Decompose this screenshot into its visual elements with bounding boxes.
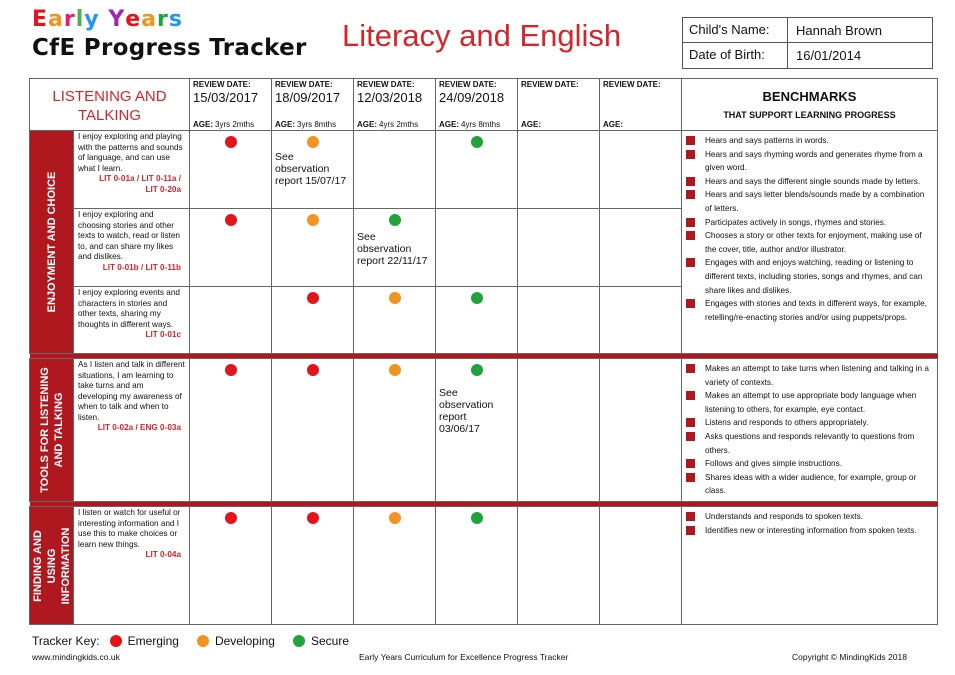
review-col-3[interactable]: REVIEW DATE: 12/03/2018 AGE: 4yrs 2mths xyxy=(354,79,436,131)
benchmarks-list xyxy=(682,131,938,354)
outcome-statement: I enjoy exploring events and characters in stories and other texts, sharing my thoughts in different ways. LIT 0-01c xyxy=(74,287,190,354)
table-row xyxy=(30,359,938,502)
outcome-code: LIT 0-04a xyxy=(145,550,181,559)
tracker-key xyxy=(32,634,367,648)
list-item: Hears and says letter blends/sounds made by a combination of letters. xyxy=(686,188,933,215)
review-cell[interactable] xyxy=(600,287,682,354)
emerging-dot-icon xyxy=(225,364,237,376)
section-label: ENJOYMENT AND CHOICE xyxy=(30,131,74,354)
bullet-square-icon xyxy=(686,526,695,535)
section-label: FINDING AND USING INFORMATION xyxy=(30,507,74,625)
review-date: 24/09/2018 xyxy=(439,90,505,105)
review-age: 4yrs 2mths xyxy=(379,120,419,129)
list-item: Shares ideas with a wider audience, for example, group or class. xyxy=(686,471,933,498)
developing-dot-icon xyxy=(389,292,401,304)
review-col-1[interactable]: REVIEW DATE: 15/03/2017 AGE: 3yrs 2mths xyxy=(190,79,272,131)
list-item: Participates actively in songs, rhymes and stories. xyxy=(686,216,933,230)
review-cell[interactable] xyxy=(436,507,518,625)
bullet-square-icon xyxy=(686,150,695,159)
review-cell[interactable] xyxy=(600,359,682,502)
emerging-dot-icon xyxy=(307,512,319,524)
review-cell[interactable] xyxy=(354,287,436,354)
review-cell[interactable] xyxy=(272,507,354,625)
list-item: Follows and gives simple instructions. xyxy=(686,457,933,471)
secure-dot-icon xyxy=(293,635,305,647)
review-cell[interactable] xyxy=(272,209,354,287)
list-item: Makes an attempt to take turns when listening and talking in a variety of contexts. xyxy=(686,362,933,389)
list-item: Understands and responds to spoken texts. xyxy=(686,510,933,524)
outcome-code: LIT 0-01c xyxy=(145,330,181,339)
review-age: 3yrs 8mths xyxy=(297,120,337,129)
dob-label: Date of Birth: xyxy=(683,43,788,68)
review-cell[interactable] xyxy=(354,209,436,287)
secure-dot-icon xyxy=(471,292,483,304)
logo-letter: r xyxy=(63,7,76,32)
outcome-code: LIT 0-02a / ENG 0-03a xyxy=(97,423,181,432)
section-label: TOOLS FOR LISTENING AND TALKING xyxy=(30,359,74,502)
bullet-square-icon xyxy=(686,218,695,227)
logo-letter: y xyxy=(84,7,100,32)
section-title: LISTENING AND TALKING xyxy=(30,79,190,131)
bullet-square-icon xyxy=(686,512,695,521)
logo xyxy=(32,8,322,62)
list-item: Hears and says rhyming words and generates rhyme from a given word. xyxy=(686,148,933,175)
footer-copyright: Copyright © MindingKids 2018 xyxy=(792,652,907,662)
logo-early-years xyxy=(32,8,322,32)
outcome-code: LIT 0-01a / LIT 0-11a / xyxy=(99,174,181,183)
header-row xyxy=(30,79,938,131)
emerging-dot-icon xyxy=(225,136,237,148)
review-cell[interactable] xyxy=(190,287,272,354)
review-cell[interactable] xyxy=(272,131,354,209)
logo-letter: E xyxy=(32,7,49,32)
review-cell[interactable] xyxy=(436,131,518,209)
list-item: Listens and responds to others appropriately. xyxy=(686,416,933,430)
review-cell[interactable] xyxy=(518,131,600,209)
bullet-square-icon xyxy=(686,136,695,145)
list-item: Makes an attempt to use appropriate body language when listening to others, for example, eye contact. xyxy=(686,389,933,416)
table-row xyxy=(30,507,938,625)
developing-dot-icon xyxy=(307,136,319,148)
emerging-dot-icon xyxy=(307,292,319,304)
observation-note: See observation report 15/07/17 xyxy=(275,151,347,187)
review-col-2[interactable]: REVIEW DATE: 18/09/2017 AGE: 3yrs 8mths xyxy=(272,79,354,131)
review-date: 12/03/2018 xyxy=(357,90,423,105)
review-cell[interactable] xyxy=(354,359,436,502)
list-item: Asks questions and responds relevantly to questions from others. xyxy=(686,430,933,457)
outcome-statement: I listen or watch for useful or interesting information and I use this to make choices or learn new things. LIT 0-04a xyxy=(74,507,190,625)
review-cell[interactable] xyxy=(518,209,600,287)
logo-letter: a xyxy=(48,7,64,32)
observation-note: See observation report 03/06/17 xyxy=(439,387,494,435)
bullet-square-icon xyxy=(686,231,695,240)
list-item: Chooses a story or other texts for enjoyment, making use of the cover, title, author and/or illustrator. xyxy=(686,229,933,256)
developing-dot-icon xyxy=(389,512,401,524)
child-name-label: Child's Name: xyxy=(683,18,788,42)
review-cell[interactable] xyxy=(190,359,272,502)
review-cell[interactable] xyxy=(436,287,518,354)
secure-dot-icon xyxy=(389,214,401,226)
child-info-box xyxy=(682,17,933,69)
secure-dot-icon xyxy=(471,136,483,148)
bullet-square-icon xyxy=(686,418,695,427)
outcome-statement: As I listen and talk in different situations, I am learning to take turns and am developing my awareness of when to talk and when to listen. LIT 0-02a / ENG 0-03a xyxy=(74,359,190,502)
review-cell[interactable] xyxy=(600,507,682,625)
review-age: 3yrs 2mths xyxy=(215,120,255,129)
footer-center: Early Years Curriculum for Excellence Progress Tracker xyxy=(359,652,569,662)
bullet-square-icon xyxy=(686,473,695,482)
review-cell[interactable] xyxy=(272,359,354,502)
review-cell[interactable] xyxy=(436,209,518,287)
developing-dot-icon xyxy=(389,364,401,376)
review-col-5[interactable]: REVIEW DATE: AGE: xyxy=(518,79,600,131)
bullet-square-icon xyxy=(686,459,695,468)
emerging-dot-icon xyxy=(307,364,319,376)
bullet-square-icon xyxy=(686,299,695,308)
bullet-square-icon xyxy=(686,432,695,441)
list-item: Hears and says the different single sounds made by letters. xyxy=(686,175,933,189)
table-row xyxy=(30,131,938,209)
review-cell[interactable] xyxy=(272,287,354,354)
bullet-square-icon xyxy=(686,177,695,186)
footer-website[interactable]: www.mindingkids.co.uk xyxy=(32,652,120,662)
logo-letter: e xyxy=(125,7,142,32)
review-cell[interactable] xyxy=(190,507,272,625)
developing-dot-icon xyxy=(197,635,209,647)
review-col-4[interactable]: REVIEW DATE: 24/09/2018 AGE: 4yrs 8mths xyxy=(436,79,518,131)
review-cell[interactable] xyxy=(518,359,600,502)
logo-letter: l xyxy=(75,7,85,32)
bullet-square-icon xyxy=(686,258,695,267)
key-emerging: Emerging xyxy=(127,634,179,648)
dob-field[interactable]: 16/01/2014 xyxy=(796,48,862,63)
bullet-square-icon xyxy=(686,190,695,199)
review-cell[interactable] xyxy=(518,507,600,625)
outcome-code: LIT 0-01b / LIT 0-11b xyxy=(102,262,181,272)
review-cell[interactable] xyxy=(436,359,518,502)
tracker-table xyxy=(29,78,938,625)
outcome-statement: I enjoy exploring and playing with the patterns and sounds of language, and can use what I learn. LIT 0-01a / LIT 0-11a / LIT 0-20a xyxy=(74,131,190,209)
review-col-6[interactable]: REVIEW DATE: AGE: xyxy=(600,79,682,131)
key-secure: Secure xyxy=(310,634,350,648)
outcome-code: LIT 0-20a xyxy=(145,184,181,194)
secure-dot-icon xyxy=(471,364,483,376)
list-item: Hears and says patterns in words. xyxy=(686,134,933,148)
key-developing: Developing xyxy=(214,634,275,648)
review-date: 18/09/2017 xyxy=(275,90,341,105)
list-item: Identifies new or interesting information from spoken texts. xyxy=(686,524,933,538)
benchmarks-list xyxy=(682,359,938,502)
review-age: 4yrs 8mths xyxy=(461,120,501,129)
observation-note: See observation report 22/11/17 xyxy=(357,231,428,267)
logo-letter: a xyxy=(141,7,158,32)
review-date: 15/03/2017 xyxy=(193,90,259,105)
logo-letter: r xyxy=(157,7,169,32)
logo-letter xyxy=(100,8,109,32)
review-cell[interactable] xyxy=(600,131,682,209)
outcome-statement: I enjoy exploring and choosing stories and other texts to watch, read or listen to, and can share my likes and dislikes. LIT 0-01b / LIT 0-11b xyxy=(74,209,190,287)
list-item: Engages with and enjoys watching, reading or listening to different texts, including stories, songs and rhymes, and can share likes and dislikes. xyxy=(686,256,933,297)
logo-cfe-progress-tracker: CfE Progress Tracker xyxy=(32,35,307,61)
logo-letter: Y xyxy=(108,7,126,32)
tracker-key-label: Tracker Key: xyxy=(32,634,100,648)
secure-dot-icon xyxy=(471,512,483,524)
review-cell[interactable] xyxy=(600,209,682,287)
child-name-field[interactable]: Hannah Brown xyxy=(796,23,882,38)
benchmarks-list xyxy=(682,507,938,625)
review-cell[interactable] xyxy=(354,507,436,625)
developing-dot-icon xyxy=(307,214,319,226)
page-title: Literacy and English xyxy=(342,18,622,53)
review-cell[interactable] xyxy=(190,209,272,287)
emerging-dot-icon xyxy=(225,512,237,524)
bullet-square-icon xyxy=(686,391,695,400)
logo-letter: s xyxy=(168,7,183,32)
review-cell[interactable] xyxy=(354,131,436,209)
emerging-dot-icon xyxy=(225,214,237,226)
review-cell[interactable] xyxy=(190,131,272,209)
review-cell[interactable] xyxy=(518,287,600,354)
emerging-dot-icon xyxy=(110,635,122,647)
bullet-square-icon xyxy=(686,364,695,373)
benchmarks-header: BENCHMARKS THAT SUPPORT LEARNING PROGRESS xyxy=(682,79,938,131)
list-item: Engages with stories and texts in different ways, for example, retelling/re-enacting stories and/or using puppets/props. xyxy=(686,297,933,324)
